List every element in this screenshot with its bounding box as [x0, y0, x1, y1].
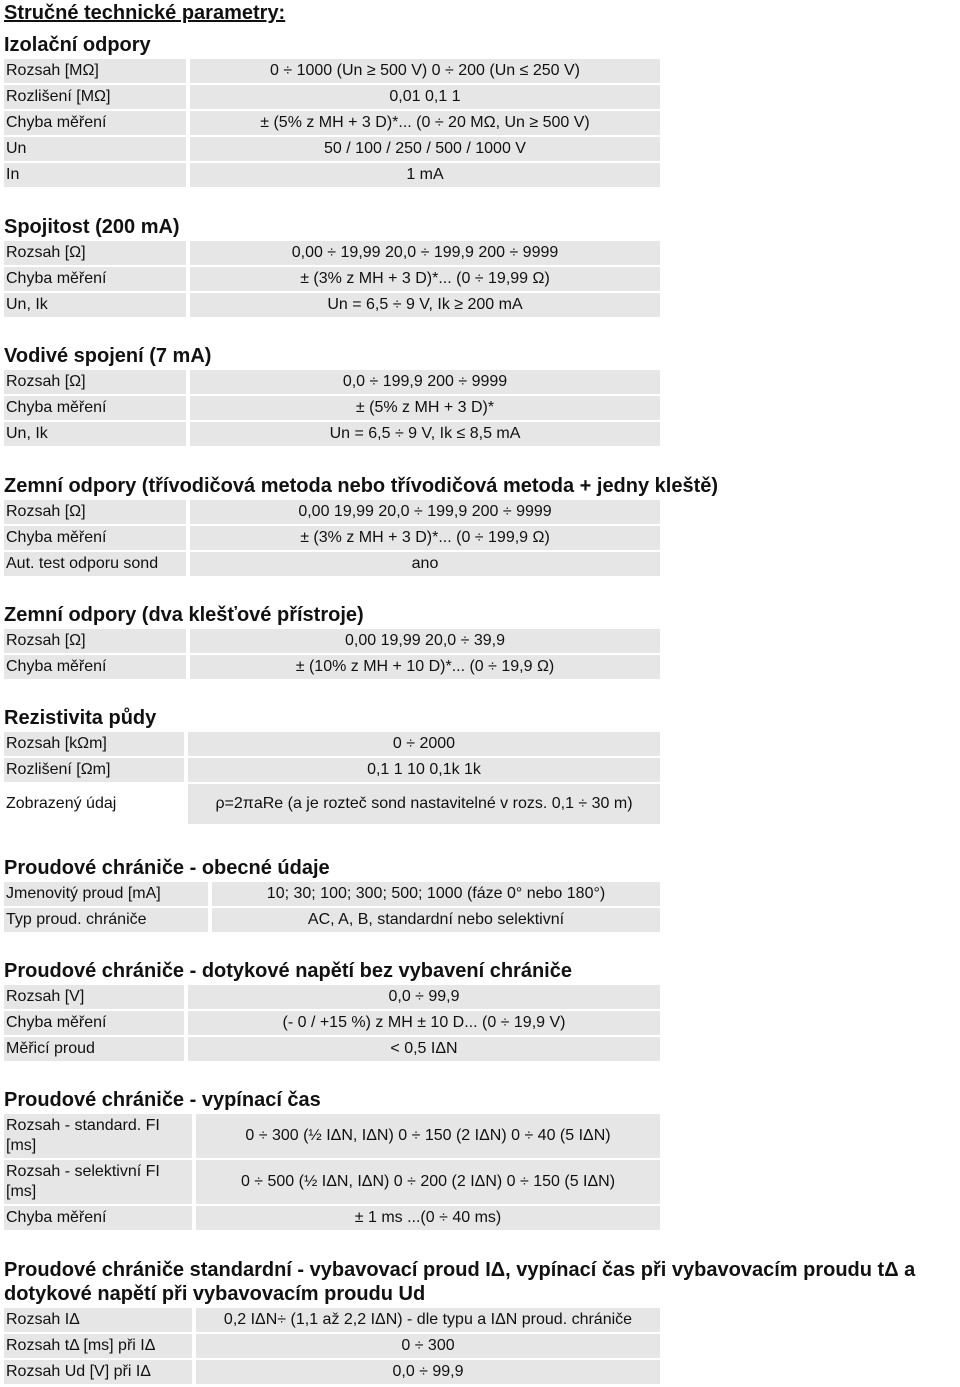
- table-row: [4, 1114, 958, 1158]
- row-value: 0,2 IΔN÷ (1,1 až 2,2 IΔN) - dle typu a IΔN proud. chrániče: [196, 1308, 660, 1332]
- row-label: Měřicí proud: [4, 1037, 184, 1061]
- row-value: 0 ÷ 500 (½ IΔN, IΔN) 0 ÷ 200 (2 IΔN) 0 ÷ 150 (5 IΔN): [196, 1160, 660, 1204]
- row-value: ± 1 ms ...(0 ÷ 40 ms): [196, 1206, 660, 1230]
- row-label: Zobrazený údaj: [4, 784, 184, 824]
- table-row: [4, 655, 958, 679]
- row-value: AC, A, B, standardní nebo selektivní: [212, 908, 660, 932]
- row-label: Chyba měření: [4, 111, 186, 135]
- section-title: Vodivé spojení (7 mA): [4, 345, 212, 367]
- page-title: Stručné technické parametry:: [4, 2, 286, 24]
- table-row: [4, 59, 958, 83]
- row-label: Chyba měření: [4, 526, 186, 550]
- row-value: ano: [190, 552, 660, 576]
- row-value: 0,0 ÷ 99,9: [196, 1360, 660, 1384]
- row-value: 0,0 ÷ 199,9 200 ÷ 9999: [190, 370, 660, 394]
- section-izolacni-odpory: [4, 33, 958, 189]
- table-row: [4, 758, 958, 782]
- table-row: [4, 526, 958, 550]
- row-label: Un, Ik: [4, 422, 186, 446]
- table-row: [4, 163, 958, 187]
- row-value: 0 ÷ 300 (½ IΔN, IΔN) 0 ÷ 150 (2 IΔN) 0 ÷ 40 (5 IΔN): [196, 1114, 660, 1158]
- row-label: Rozsah [V]: [4, 985, 184, 1009]
- row-value: 1 mA: [190, 163, 660, 187]
- table-row: [4, 137, 958, 161]
- table-row: [4, 396, 958, 420]
- row-value: ρ=2πaRe (a je rozteč sond nastavitelné v rozs. 0,1 ÷ 30 m): [188, 784, 660, 824]
- section-chranice-dotykove: [4, 959, 958, 1063]
- row-label: In: [4, 163, 186, 187]
- row-value: 10; 30; 100; 300; 500; 1000 (fáze 0° nebo 180°): [212, 882, 660, 906]
- row-label: Rozsah tΔ [ms] při IΔ: [4, 1334, 192, 1358]
- row-label: Rozsah [Ω]: [4, 241, 186, 265]
- section-spojitost: [4, 215, 958, 319]
- section-chranice-obecne: [4, 856, 958, 934]
- row-value: 0,00 ÷ 19,99 20,0 ÷ 199,9 200 ÷ 9999: [190, 241, 660, 265]
- row-value: ± (5% z MH + 3 D)*... (0 ÷ 20 MΩ, Un ≥ 500 V): [190, 111, 660, 135]
- table-row: [4, 629, 958, 653]
- table-row: [4, 1360, 958, 1384]
- table-row: [4, 1160, 958, 1204]
- table-row: [4, 293, 958, 317]
- row-label: Chyba měření: [4, 396, 186, 420]
- row-label: Chyba měření: [4, 1206, 192, 1230]
- table-row: [4, 1308, 958, 1332]
- row-label: Un, Ik: [4, 293, 186, 317]
- row-label: Rozlišení [MΩ]: [4, 85, 186, 109]
- table-row: [4, 784, 958, 824]
- table-row: [4, 908, 958, 932]
- row-value: 0,00 19,99 20,0 ÷ 199,9 200 ÷ 9999: [190, 500, 660, 524]
- table-row: [4, 500, 958, 524]
- row-label: Rozsah [Ω]: [4, 370, 186, 394]
- table-row: [4, 732, 958, 756]
- section-zemni-odpory-3v: [4, 474, 958, 578]
- row-value: ± (3% z MH + 3 D)*... (0 ÷ 19,99 Ω): [190, 267, 660, 291]
- section-title: Spojitost (200 mA): [4, 216, 180, 238]
- section-zemni-odpory-klieste: [4, 603, 958, 681]
- section-chranice-vypinaci-cas: [4, 1088, 958, 1232]
- row-label: Rozsah Ud [V] při IΔ: [4, 1360, 192, 1384]
- row-label: Rozsah [kΩm]: [4, 732, 184, 756]
- row-label: Chyba měření: [4, 655, 186, 679]
- table-row: [4, 985, 958, 1009]
- row-value: 0,00 19,99 20,0 ÷ 39,9: [190, 629, 660, 653]
- row-label: Rozlišení [Ωm]: [4, 758, 184, 782]
- table-row: [4, 370, 958, 394]
- section-vodive-spojeni: [4, 344, 958, 448]
- row-value: ± (5% z MH + 3 D)*: [190, 396, 660, 420]
- row-value: 0 ÷ 2000: [188, 732, 660, 756]
- section-title: Zemní odpory (dva klešťové přístroje): [4, 604, 364, 626]
- row-label: Chyba měření: [4, 267, 186, 291]
- row-value: 0,0 ÷ 99,9: [188, 985, 660, 1009]
- table-row: [4, 111, 958, 135]
- row-label: Jmenovitý proud [mA]: [4, 882, 208, 906]
- section-title: Proudové chrániče - dotykové napětí bez vybavení chrániče: [4, 960, 572, 982]
- section-chranice-standardni: [4, 1258, 958, 1386]
- row-label: Un: [4, 137, 186, 161]
- row-value: Un = 6,5 ÷ 9 V, Ik ≥ 200 mA: [190, 293, 660, 317]
- row-value: 0 ÷ 300: [196, 1334, 660, 1358]
- row-label: Rozsah - standard. FI [ms]: [4, 1114, 192, 1158]
- table-row: [4, 422, 958, 446]
- table-row: [4, 1011, 958, 1035]
- table-row: [4, 552, 958, 576]
- row-value: ± (3% z MH + 3 D)*... (0 ÷ 199,9 Ω): [190, 526, 660, 550]
- section-title: Zemní odpory (třívodičová metoda nebo třívodičová metoda + jedny kleště): [4, 475, 719, 497]
- row-label: Rozsah - selektivní FI [ms]: [4, 1160, 192, 1204]
- row-value: (- 0 / +15 %) z MH ± 10 D... (0 ÷ 19,9 V): [188, 1011, 660, 1035]
- row-label: Chyba měření: [4, 1011, 184, 1035]
- section-title: Proudové chrániče - vypínací čas: [4, 1089, 321, 1111]
- row-label: Rozsah IΔ: [4, 1308, 192, 1332]
- table-row: [4, 241, 958, 265]
- section-title: Proudové chrániče standardní - vybavovací proud IΔ, vypínací čas při vybavovacím proudu tΔ a dotykové napětí při vybavovacím proudu Ud: [4, 1259, 916, 1305]
- section-title: Rezistivita půdy: [4, 707, 157, 729]
- section-rezistivita: [4, 706, 958, 826]
- table-row: [4, 1037, 958, 1061]
- table-row: [4, 882, 958, 906]
- row-value: 50 / 100 / 250 / 500 / 1000 V: [190, 137, 660, 161]
- table-row: [4, 1334, 958, 1358]
- section-title: Izolační odpory: [4, 34, 151, 56]
- section-title: Proudové chrániče - obecné údaje: [4, 857, 330, 879]
- row-value: 0,01 0,1 1: [190, 85, 660, 109]
- row-label: Rozsah [Ω]: [4, 629, 186, 653]
- row-value: 0,1 1 10 0,1k 1k: [188, 758, 660, 782]
- row-label: Rozsah [Ω]: [4, 500, 186, 524]
- table-row: [4, 1206, 958, 1230]
- table-row: [4, 267, 958, 291]
- row-value: < 0,5 IΔN: [188, 1037, 660, 1061]
- row-value: 0 ÷ 1000 (Un ≥ 500 V) 0 ÷ 200 (Un ≤ 250 V): [190, 59, 660, 83]
- row-label: Aut. test odporu sond: [4, 552, 186, 576]
- row-label: Typ proud. chrániče: [4, 908, 208, 932]
- table-row: [4, 85, 958, 109]
- row-value: ± (10% z MH + 10 D)*... (0 ÷ 19,9 Ω): [190, 655, 660, 679]
- row-label: Rozsah [MΩ]: [4, 59, 186, 83]
- row-value: Un = 6,5 ÷ 9 V, Ik ≤ 8,5 mA: [190, 422, 660, 446]
